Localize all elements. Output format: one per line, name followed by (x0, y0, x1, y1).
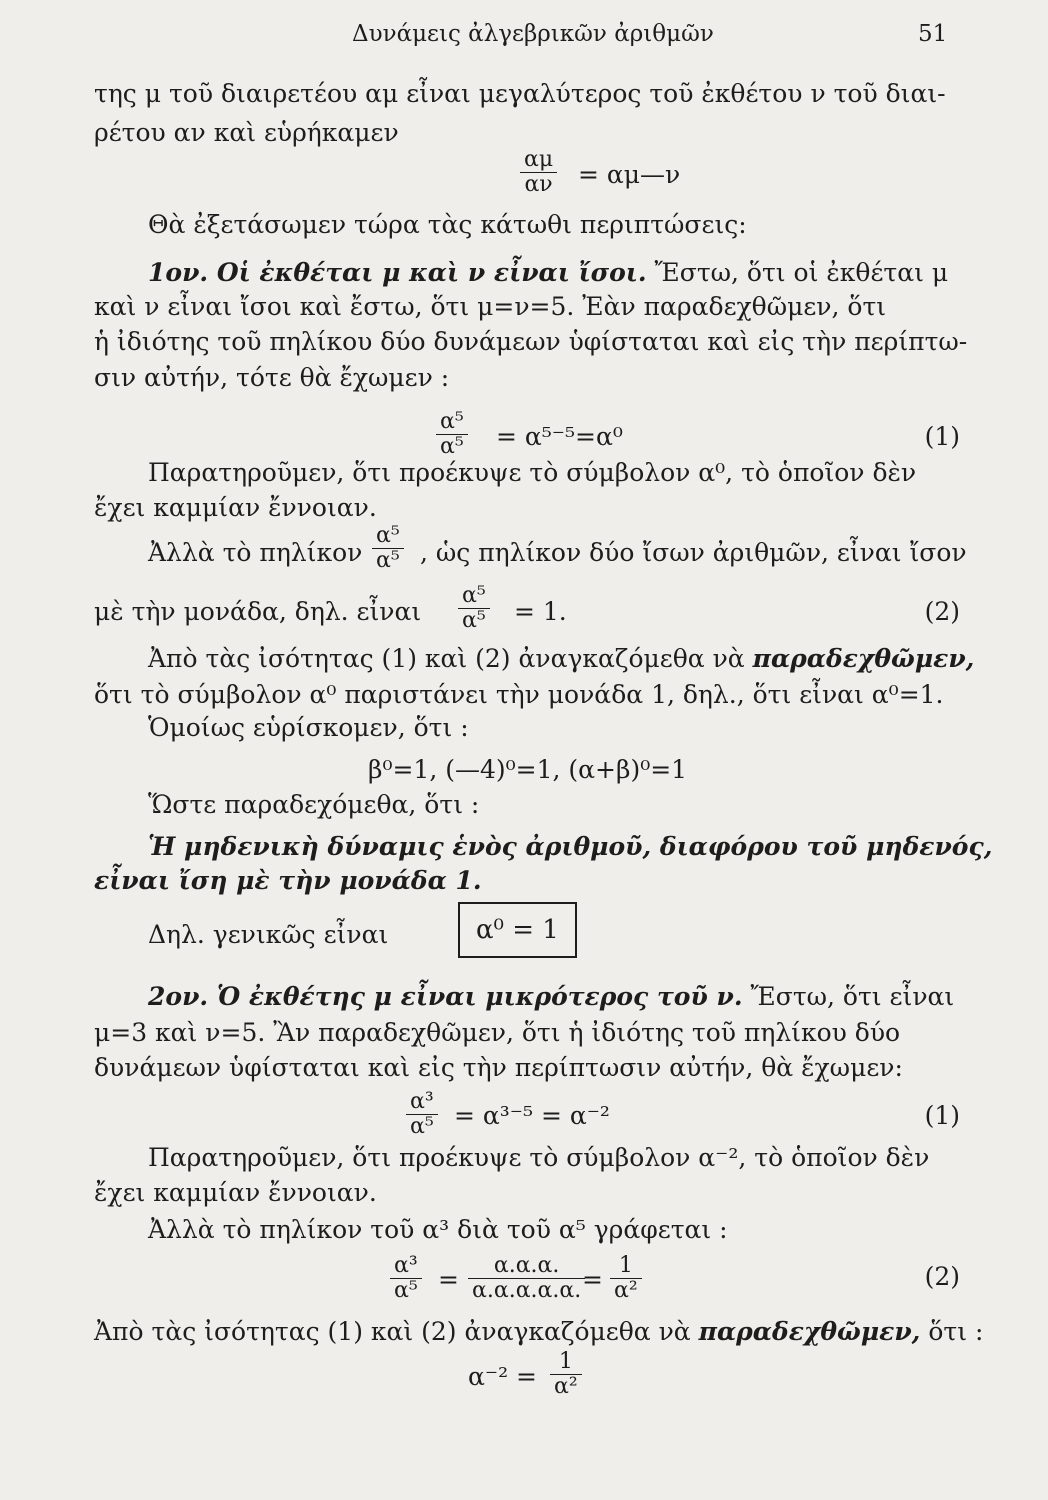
fraction (406, 1090, 438, 1139)
inline-fraction (372, 524, 404, 573)
equals-sign: = (582, 1265, 603, 1294)
fraction (520, 148, 557, 197)
theorem-line: εἶναι ἴση μὲ τὴν μονάδα 1. (94, 866, 482, 895)
equals-sign: = (438, 1265, 459, 1294)
boxed-formula: α⁰ = 1 (458, 902, 577, 958)
text-line: ρέτου αν καὶ εὑρήκαμεν (94, 118, 399, 147)
denominator: α⁵ (436, 434, 468, 459)
text-line (148, 644, 974, 674)
equation-rhs: = 1. (514, 597, 567, 626)
denominator: α⁵ (458, 608, 490, 633)
text-line: Ἀλλὰ τὸ πηλίκον τοῦ α³ διὰ τοῦ α⁵ γράφεται : (148, 1215, 728, 1244)
text-span: Ἔστω, ὅτι οἱ ἐκθέται μ (654, 258, 949, 287)
text-line-b: , ὡς πηλίκον δύο ἴσων ἀριθμῶν, εἶναι ἴσον (420, 538, 967, 567)
numerator: α⁵ (440, 409, 464, 434)
text-span: Ἀπὸ τὰς ἰσότητας (1) καὶ (2) ἀναγκαζόμεθα νὰ (94, 1317, 691, 1346)
equation-number: (1) (924, 1101, 960, 1130)
text-line: ἔχει καμμίαν ἔννοιαν. (94, 493, 377, 522)
denominator: α² (550, 1374, 582, 1399)
running-header: Δυνάμεις ἀλγεβρικῶν ἀριθμῶν (352, 21, 714, 47)
numerator: 1 (558, 1349, 573, 1374)
section-line (148, 258, 948, 288)
equation-rhs: = αμ—ν (578, 160, 681, 189)
denominator: α⁵ (406, 1114, 438, 1139)
fraction (550, 1350, 582, 1399)
section-heading: 2ον. Ὁ ἐκθέτης μ εἶναι μικρότερος τοῦ ν. (148, 982, 743, 1011)
numerator: αμ (524, 147, 554, 172)
text-line: Ὁμοίως εὑρίσκομεν, ὅτι : (148, 713, 469, 742)
equation-line: β⁰=1, (—4)⁰=1, (α+β)⁰=1 (368, 755, 688, 784)
text-line: ἡ ἰδιότης τοῦ πηλίκου δύο δυνάμεων ὑφίσταται καὶ εἰς τὴν περίπτω- (94, 327, 968, 356)
text-line: Παρατηροῦμεν, ὅτι προέκυψε τὸ σύμβολον α⁰, τὸ ὁποῖον δὲν (148, 458, 917, 487)
fraction (610, 1254, 642, 1303)
emphasis: παραδεχθῶμεν, (752, 644, 975, 673)
denominator: αν (520, 172, 557, 197)
numerator: α³ (394, 1253, 418, 1278)
text-line: Παρατηροῦμεν, ὅτι προέκυψε τὸ σύμβολον α⁻², τὸ ὁποῖον δὲν (148, 1143, 930, 1172)
text-line: μὲ τὴν μονάδα, δηλ. εἶναι (94, 597, 422, 626)
equation-number: (1) (924, 422, 960, 451)
fraction (436, 410, 468, 459)
text-line: ἔχει καμμίαν ἔννοιαν. (94, 1178, 377, 1207)
text-line (94, 1317, 983, 1347)
denominator: α⁵ (390, 1278, 422, 1303)
page-number: 51 (918, 21, 948, 47)
text-line: καὶ ν εἶναι ἴσοι καὶ ἔστω, ὅτι μ=ν=5. Ἐὰν παραδεχθῶμεν, ὅτι (94, 292, 887, 321)
denominator: α² (610, 1278, 642, 1303)
equation-number: (2) (924, 1262, 960, 1291)
text-line: ὅτι τὸ σύμβολον α⁰ παριστάνει τὴν μονάδα 1, δηλ., ὅτι εἶναι α⁰=1. (94, 680, 944, 709)
numerator: α⁵ (462, 583, 486, 608)
equation-number: (2) (924, 597, 960, 626)
emphasis: παραδεχθῶμεν, (698, 1317, 921, 1346)
text-line: Θὰ ἐξετάσωμεν τώρα τὰς κάτωθι περιπτώσεις: (148, 210, 747, 239)
fraction (468, 1254, 585, 1303)
text-line-a: Ἀλλὰ τὸ πηλίκον (148, 538, 363, 567)
numerator: 1 (618, 1253, 633, 1278)
text-span: Ἀπὸ τὰς ἰσότητας (1) καὶ (2) ἀναγκαζόμεθα νὰ (148, 644, 745, 673)
section-line (148, 982, 954, 1012)
numerator: α.α.α. (493, 1253, 560, 1278)
fraction (458, 584, 490, 633)
fraction (390, 1254, 422, 1303)
equation-rhs: = α⁵⁻⁵=α⁰ (496, 422, 623, 451)
equation-lhs: α⁻² = (468, 1362, 537, 1391)
section-heading: 1ον. Οἱ ἐκθέται μ καὶ ν εἶναι ἴσοι. (148, 258, 647, 287)
text-span: ὅτι : (928, 1317, 984, 1346)
text-line: Δηλ. γενικῶς εἶναι (148, 920, 389, 949)
numerator: α⁵ (376, 523, 400, 548)
denominator: α⁵ (372, 548, 404, 573)
text-line: Ὥστε παραδεχόμεθα, ὅτι : (148, 790, 480, 819)
text-span: Ἔστω, ὅτι εἶναι (750, 982, 955, 1011)
text-line: σιν αὐτήν, τότε θὰ ἔχωμεν : (94, 363, 450, 392)
theorem-line: Ἡ μηδενικὴ δύναμις ἑνὸς ἀριθμοῦ, διαφόρου τοῦ μηδενός, (148, 832, 993, 861)
numerator: α³ (410, 1089, 434, 1114)
text-line: της μ τοῦ διαιρετέου αμ εἶναι μεγαλύτερος τοῦ ἐκθέτου ν τοῦ διαι- (94, 79, 946, 108)
denominator: α.α.α.α.α. (468, 1278, 585, 1303)
text-line: δυνάμεων ὑφίσταται καὶ εἰς τὴν περίπτωσιν αὐτήν, θὰ ἔχωμεν: (94, 1053, 903, 1082)
text-line: μ=3 καὶ ν=5. Ἂν παραδεχθῶμεν, ὅτι ἡ ἰδιότης τοῦ πηλίκου δύο (94, 1018, 901, 1047)
equation-rhs: = α³⁻⁵ = α⁻² (454, 1101, 610, 1130)
